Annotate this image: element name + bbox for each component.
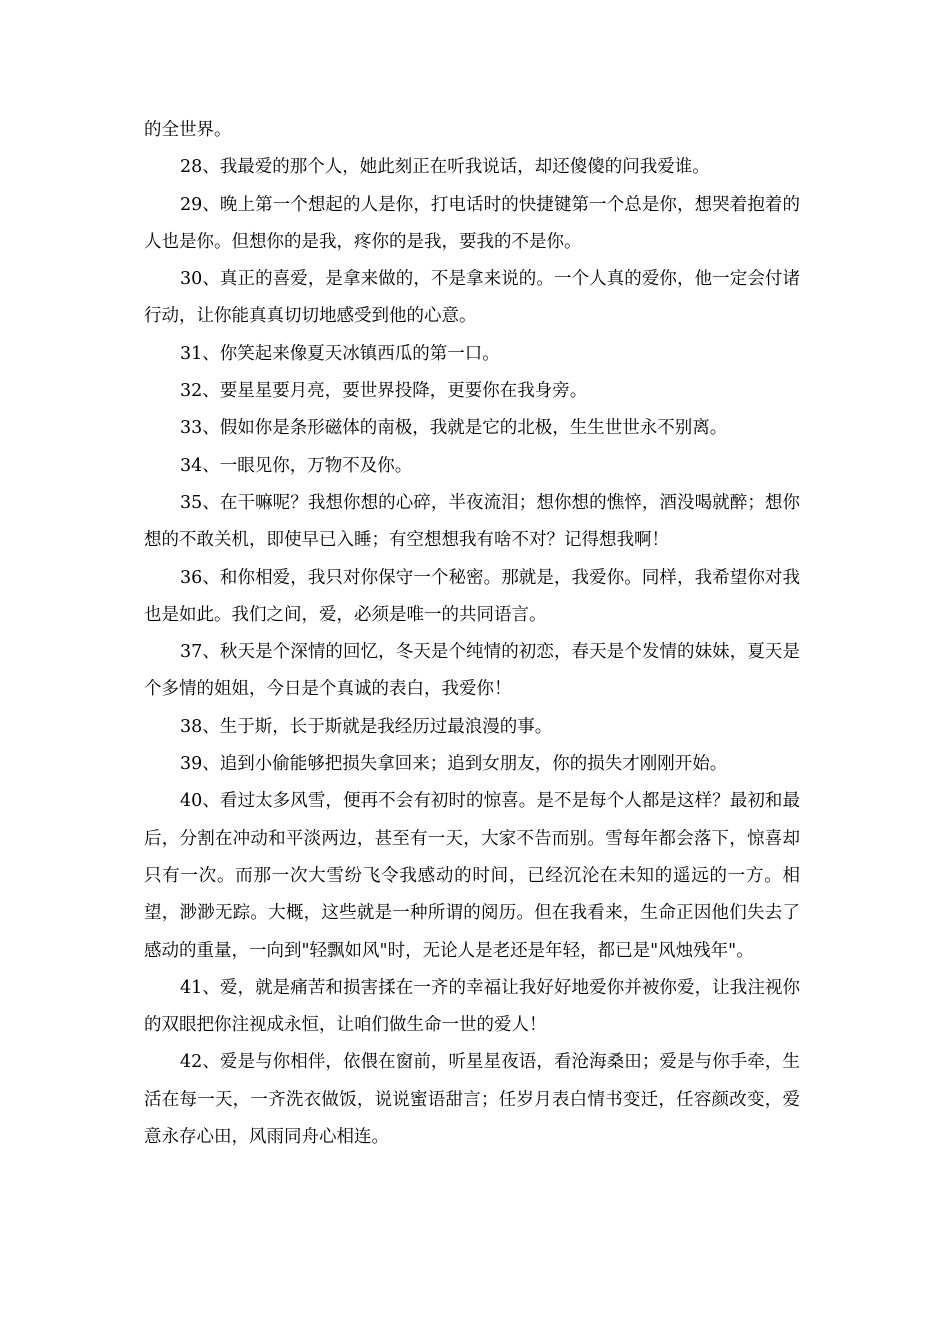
document-body — [144, 112, 800, 1156]
paragraph-40: 40、看过太多风雪，便再不会有初时的惊喜。是不是每个人都是这样？最初和最后，分割在冲动和平淡两边，甚至有一天，大家不告而别。雪每年都会落下，惊喜却只有一次。而那一次大雪纷飞令我感动的时间，已经沉沦在未知的遥远的一方。相望，渺渺无踪。大概，这些就是一种所谓的阅历。但在我看来，生命正因他们失去了感动的重量，一向到"轻飘如风"时，无论人是老还是年轻，都已是"风烛残年"。 — [144, 791, 800, 961]
paragraph-37: 37、秋天是个深情的回忆，冬天是个纯情的初恋，春天是个发情的妹妹，夏天是个多情的姐姐，今日是个真诚的表白，我爱你！ — [144, 642, 800, 700]
paragraph-34: 34、一眼见你，万物不及你。 — [180, 455, 413, 476]
paragraph-36: 36、和你相爱，我只对你保守一个秘密。那就是，我爱你。同样，我希望你对我也是如此。我们之间，爱，必须是唯一的共同语言。 — [144, 567, 800, 625]
paragraph-41: 41、爱，就是痛苦和损害揉在一齐的幸福让我好好地爱你并被你爱，让我注视你的双眼把你注视成永恒，让咱们做生命一世的爱人！ — [144, 977, 800, 1036]
paragraph-32: 32、要星星要月亮，要世界投降，更要你在我身旁。 — [180, 381, 588, 402]
paragraph-28: 28、我最爱的那个人，她此刻正在听我说话，却还傻傻的问我爱谁。 — [180, 157, 710, 178]
paragraph-35: 35、在干嘛呢？我想你想的心碎，半夜流泪；想你想的憔悴，酒没喝就醉；想你想的不敢关机，即使早已入睡；有空想想我有啥不对？记得想我啊！ — [144, 492, 800, 551]
paragraph-42: 42、爱是与你相伴，依偎在窗前，听星星夜语，看沧海桑田；爱是与你手牵，生活在每一天，一齐洗衣做饭，说说蜜语甜言；任岁月表白情书变迁，任容颜改变，爱意永存心田，风雨同舟心相连。 — [144, 1052, 800, 1148]
paragraph-30: 30、真正的喜爱，是拿来做的，不是拿来说的。一个人真的爱你，他一定会付诸行动，让你能真真切切地感受到他的心意。 — [144, 269, 800, 327]
paragraph-39: 39、追到小偷能够把损失拿回来；追到女朋友，你的损失才刚刚开始。 — [180, 754, 728, 775]
paragraph-31: 31、你笑起来像夏天冰镇西瓜的第一口。 — [180, 343, 500, 364]
paragraph-29: 29、晚上第一个想起的人是你，打电话时的快捷键第一个总是你，想哭着抱着的人也是你。但想你的是我，疼你的是我，要我的不是你。 — [144, 194, 800, 252]
paragraph-38: 38、生于斯，长于斯就是我经历过最浪漫的事。 — [180, 716, 553, 737]
paragraph-33: 33、假如你是条形磁体的南极，我就是它的北极，生生世世永不别离。 — [180, 418, 728, 439]
paragraph-continuation: 的全世界。 — [144, 120, 232, 140]
